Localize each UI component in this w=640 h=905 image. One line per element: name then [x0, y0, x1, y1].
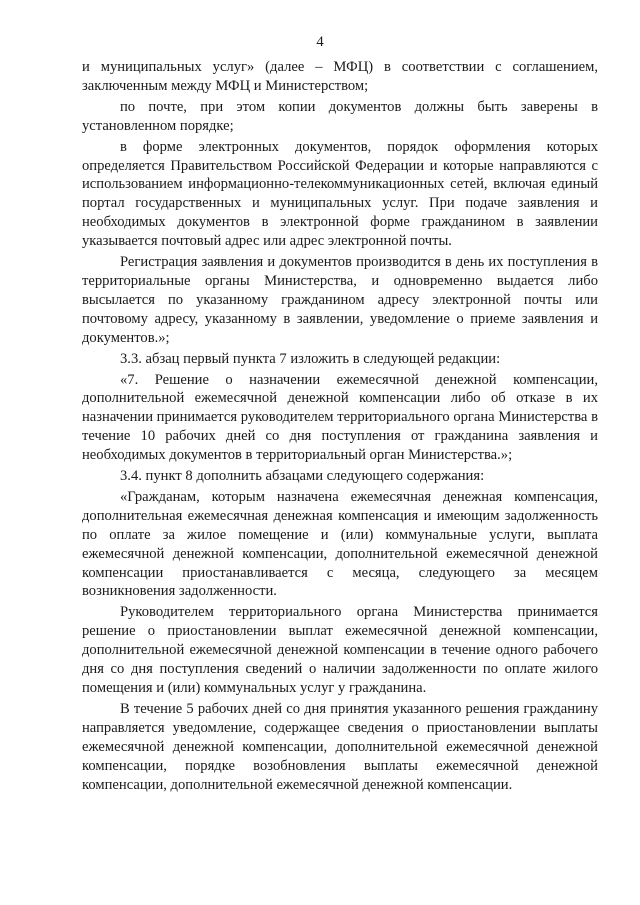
paragraph-point-7: «7. Решение о назначении ежемесячной денежной компенсации, дополнительной ежемесячной денежной компенсации либо об отказе в их назначении принимается руководителем территориального органа Министерства в течение 10 рабочих дней со дня поступления от гражданина заявления и необходимых документов в территориальный орган Министерства.»; [82, 371, 598, 464]
paragraph-item-3-4: 3.4. пункт 8 дополнить абзацами следующего содержания: [120, 468, 485, 485]
page-number: 4 [316, 34, 324, 50]
document-body [82, 58, 598, 794]
paragraph-head-decision: Руководителем территориального органа Министерства принимается решение о приостановлении выплат ежемесячной денежной компенсации, дополнительной ежемесячной денежной компенсации в течение одного рабочего дня со дня поступления сведений о наличии задолженности по оплате жилого помещения и (или) коммунальных услуг у гражданина. [82, 604, 598, 696]
paragraph-notification: В течение 5 рабочих дней со дня принятия указанного решения гражданину направляется уведомление, содержащее сведения о приостановлении выплаты ежемесячной денежной компенсации, дополнительной ежемесячной денежной компенсации, порядке возобновления выплаты ежемесячной денежной компенсации, дополнительной ежемесячной денежной компенсации. [82, 700, 598, 793]
paragraph-electronic-form: в форме электронных документов, порядок оформления которых определяется Правительством Российской Федерации и которые направляются с использованием информационно-телекоммуникационных сетей, включая единый портал государственных и муниципальных услуг. При подаче заявления и необходимых документов в электронной форме гражданином в заявлении указывается почтовый адрес или адрес электронной почты. [82, 138, 598, 250]
paragraph-mfc-continuation: и муниципальных услуг» (далее – МФЦ) в соответствии с соглашением, заключенным между МФЦ и Министерством; [82, 59, 598, 94]
paragraph-item-3-3: 3.3. абзац первый пункта 7 изложить в следующей редакции: [120, 350, 501, 367]
paragraph-registration: Регистрация заявления и документов производится в день их поступления в территориальные органы Министерства, и одновременно выдается либо высылается по указанному гражданином адресу электронной почты или почтовому адресу, указанному в заявлении, уведомление о приеме заявления и документов.»; [82, 254, 598, 346]
paragraph-debt-suspension: «Гражданам, которым назначена ежемесячная денежная компенсация, дополнительная ежемесячная денежная компенсация и имеющим задолженность по оплате за жилое помещение и (или) коммунальные услуги, выплата ежемесячной денежной компенсации, дополнительной ежемесячной денежной компенсации приостанавливается с месяца, следующего за месяцем возникновения задолженности. [82, 488, 598, 600]
paragraph-by-post: по почте, при этом копии документов должны быть заверены в установленном порядке; [82, 98, 598, 134]
